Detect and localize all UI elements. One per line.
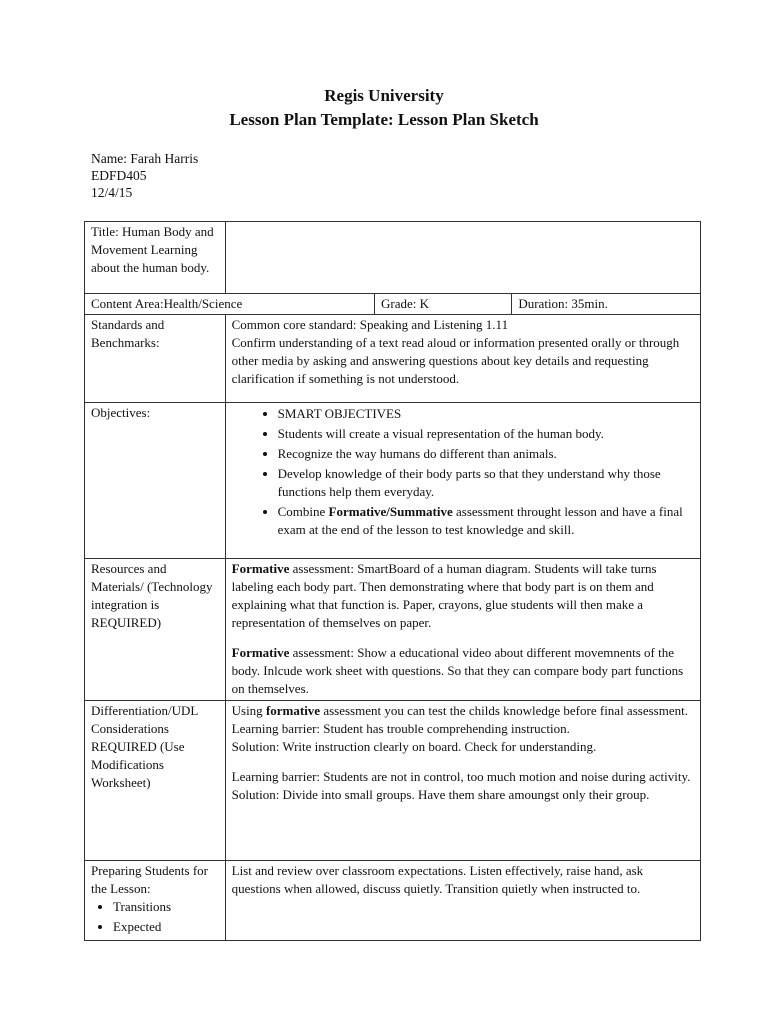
resources-content bbox=[225, 559, 700, 701]
formative-label: Formative bbox=[231, 561, 290, 576]
diff-1-bold: formative bbox=[265, 703, 321, 718]
differentiation-label: Differentiation/UDL Considerations REQUIRED (Use Modifications Worksheet) bbox=[85, 701, 226, 861]
title-empty-cell bbox=[225, 222, 700, 294]
resources-1-text: assessment: SmartBoard of a human diagram. Students will take turns labeling each body part. Then demonstrating where that body part is on them and explaining what that function is. Paper, crayons, glue students will then make a representation of themselves on paper. bbox=[231, 561, 657, 630]
objective-item: • Recognize the way humans do different than animals. bbox=[278, 445, 694, 463]
author-name: Name: Farah Harris bbox=[91, 151, 199, 166]
objectives-row bbox=[85, 403, 701, 559]
diff-paragraph-1 bbox=[232, 702, 694, 738]
diff-1-text: assessment you can test the childs knowledge before final assessment. Learning barrier: Student has trouble comprehending instruction. bbox=[231, 703, 688, 736]
lesson-plan-table bbox=[84, 221, 701, 941]
preparing-label: Preparing Students for the Lesson: bbox=[91, 863, 208, 896]
content-row bbox=[85, 294, 701, 315]
combine-prefix: Combine bbox=[277, 504, 329, 519]
standards-row bbox=[85, 315, 701, 403]
standards-content bbox=[225, 315, 700, 403]
diff-paragraph-2: Solution: Write instruction clearly on board. Check for understanding. bbox=[231, 739, 597, 754]
lesson-title: Title: Human Body and Movement Learning about the human body. bbox=[85, 222, 226, 294]
duration: Duration: 35min. bbox=[512, 294, 701, 315]
standards-label: Standards and Benchmarks: bbox=[85, 315, 226, 403]
objectives-content bbox=[225, 403, 700, 559]
standards-line-1: Common core standard: Speaking and Listening 1.11 bbox=[231, 317, 509, 332]
combine-bold: Formative/Summative bbox=[328, 504, 453, 519]
diff-paragraph-3: Learning barrier: Students are not in control, too much motion and noise during activity. bbox=[231, 769, 691, 784]
preparing-label-cell bbox=[85, 861, 226, 941]
grade: Grade: K bbox=[374, 294, 511, 315]
preparing-row bbox=[85, 861, 701, 941]
objective-item: • SMART OBJECTIVES bbox=[278, 405, 694, 423]
objective-item: • Develop knowledge of their body parts so that they understand why those functions help them everyday. bbox=[278, 465, 694, 501]
preparing-item: • Transitions bbox=[113, 898, 219, 916]
resources-label: Resources and Materials/ (Technology integration is REQUIRED) bbox=[85, 559, 226, 701]
objective-item: • Students will create a visual representation of the human body. bbox=[278, 425, 694, 443]
lesson-date: 12/4/15 bbox=[91, 185, 133, 200]
formative-label: Formative bbox=[231, 645, 290, 660]
resources-row bbox=[85, 559, 701, 701]
template-title: Lesson Plan Template: Lesson Plan Sketch bbox=[229, 110, 539, 129]
objectives-label: Objectives: bbox=[85, 403, 226, 559]
preparing-list bbox=[91, 898, 219, 936]
standards-line-2: Confirm understanding of a text read aloud or information presented orally or through other media by asking and answering questions about key details and requesting clarification if something is not understood. bbox=[231, 335, 680, 386]
resources-paragraph-1 bbox=[232, 560, 694, 632]
course-code: EDFD405 bbox=[91, 168, 147, 183]
diff-1-prefix: Using bbox=[231, 703, 266, 718]
title-row bbox=[85, 222, 701, 294]
objectives-list bbox=[232, 405, 694, 539]
diff-paragraph-4: Solution: Divide into small groups. Have them share amoungst only their group. bbox=[231, 787, 650, 802]
preparing-content: List and review over classroom expectations. Listen effectively, raise hand, ask questions when allowed, discuss quietly. Transition quietly when instructed to. bbox=[225, 861, 700, 941]
preparing-item: • Expected bbox=[113, 918, 219, 936]
resources-paragraph-2 bbox=[232, 644, 694, 698]
content-area: Content Area:Health/Science bbox=[85, 294, 375, 315]
differentiation-content bbox=[225, 701, 700, 861]
objective-item bbox=[278, 503, 694, 539]
author-info bbox=[91, 150, 198, 201]
differentiation-row bbox=[85, 701, 701, 861]
university-title: Regis University bbox=[324, 86, 444, 105]
combine-rest: assessment throught lesson and have a final exam at the end of the lesson to test knowledge and skill. bbox=[277, 504, 683, 537]
resources-2-text: assessment: Show a educational video about different movemnents of the body. Inlcude work sheet with questions. So that they can compare body part functions on themselves. bbox=[231, 645, 684, 696]
